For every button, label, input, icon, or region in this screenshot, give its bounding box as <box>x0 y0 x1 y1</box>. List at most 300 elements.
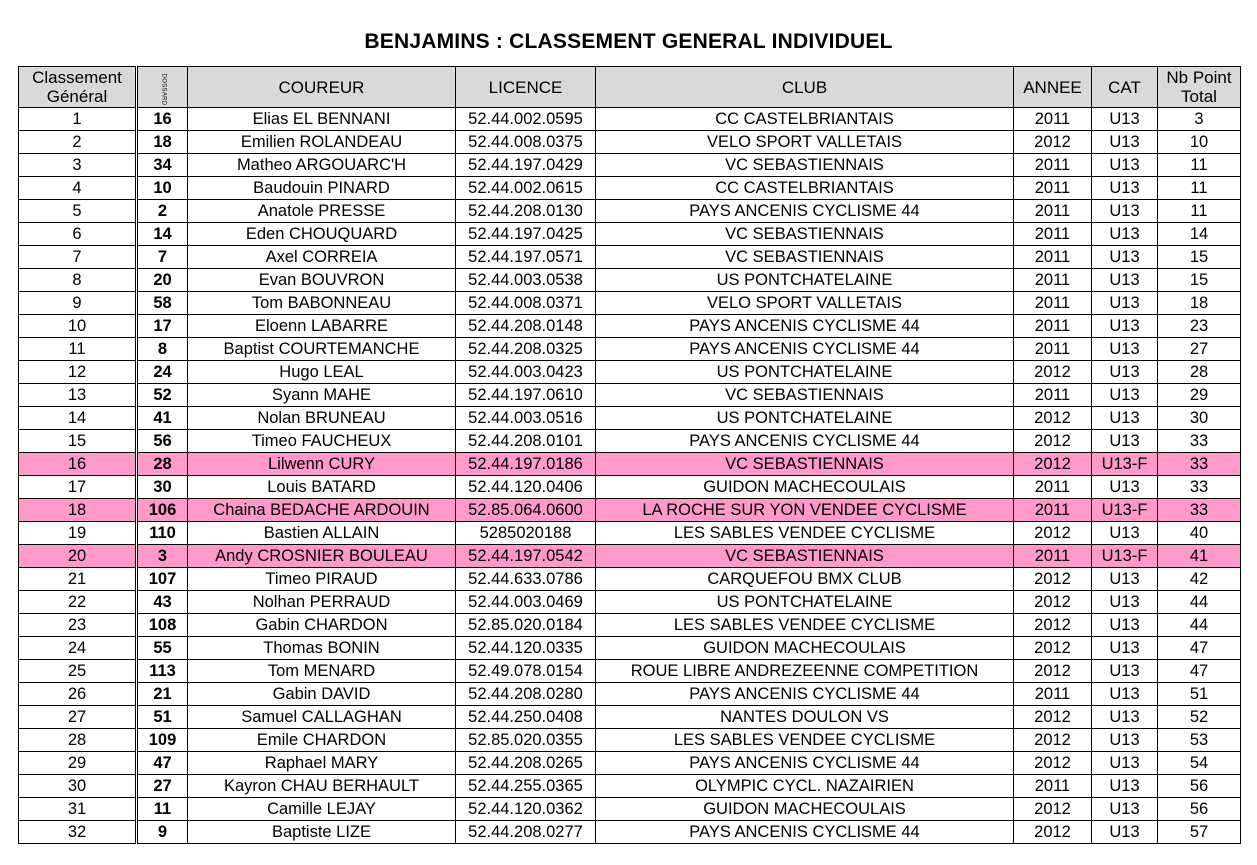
table-row <box>19 568 1241 591</box>
cell-dossard: 24 <box>137 361 188 384</box>
cell-points: 23 <box>1158 315 1241 338</box>
cell-coureur: Emilien ROLANDEAU <box>188 131 456 154</box>
cell-dossard: 16 <box>137 108 188 131</box>
cell-dossard: 28 <box>137 453 188 476</box>
cell-points: 33 <box>1158 476 1241 499</box>
cell-annee: 2011 <box>1014 177 1092 200</box>
cell-licence: 52.44.003.0516 <box>456 407 596 430</box>
cell-cat: U13 <box>1092 246 1158 269</box>
cell-cat: U13-F <box>1092 499 1158 522</box>
cell-club: GUIDON MACHECOULAIS <box>596 798 1014 821</box>
cell-coureur: Chaina BEDACHE ARDOUIN <box>188 499 456 522</box>
cell-dossard: 27 <box>137 775 188 798</box>
cell-annee: 2011 <box>1014 683 1092 706</box>
cell-points: 15 <box>1158 246 1241 269</box>
cell-rank: 9 <box>19 292 137 315</box>
cell-licence: 52.44.208.0280 <box>456 683 596 706</box>
cell-cat: U13 <box>1092 200 1158 223</box>
table-row <box>19 522 1241 545</box>
cell-points: 56 <box>1158 775 1241 798</box>
cell-cat: U13 <box>1092 729 1158 752</box>
results-table <box>18 66 1241 844</box>
cell-annee: 2012 <box>1014 430 1092 453</box>
cell-club: PAYS ANCENIS CYCLISME 44 <box>596 430 1014 453</box>
cell-dossard: 20 <box>137 269 188 292</box>
cell-club: GUIDON MACHECOULAIS <box>596 476 1014 499</box>
table-row <box>19 683 1241 706</box>
cell-coureur: Camille LEJAY <box>188 798 456 821</box>
cell-cat: U13 <box>1092 315 1158 338</box>
cell-licence: 52.44.197.0610 <box>456 384 596 407</box>
cell-annee: 2011 <box>1014 338 1092 361</box>
table-row <box>19 706 1241 729</box>
cell-rank: 10 <box>19 315 137 338</box>
cell-dossard: 3 <box>137 545 188 568</box>
cell-annee: 2012 <box>1014 407 1092 430</box>
cell-dossard: 106 <box>137 499 188 522</box>
cell-points: 33 <box>1158 499 1241 522</box>
cell-licence: 52.44.197.0186 <box>456 453 596 476</box>
results-body <box>19 108 1241 844</box>
header-points-line2: Total <box>1181 87 1217 106</box>
cell-dossard: 17 <box>137 315 188 338</box>
table-row <box>19 752 1241 775</box>
cell-club: PAYS ANCENIS CYCLISME 44 <box>596 200 1014 223</box>
cell-points: 41 <box>1158 545 1241 568</box>
cell-points: 18 <box>1158 292 1241 315</box>
cell-rank: 23 <box>19 614 137 637</box>
cell-dossard: 2 <box>137 200 188 223</box>
cell-points: 33 <box>1158 453 1241 476</box>
table-row <box>19 637 1241 660</box>
cell-annee: 2012 <box>1014 752 1092 775</box>
cell-rank: 22 <box>19 591 137 614</box>
cell-club: VC SEBASTIENNAIS <box>596 223 1014 246</box>
cell-cat: U13 <box>1092 154 1158 177</box>
cell-rank: 19 <box>19 522 137 545</box>
cell-rank: 11 <box>19 338 137 361</box>
cell-cat: U13 <box>1092 522 1158 545</box>
cell-points: 30 <box>1158 407 1241 430</box>
cell-coureur: Louis BATARD <box>188 476 456 499</box>
table-row <box>19 154 1241 177</box>
cell-coureur: Lilwenn CURY <box>188 453 456 476</box>
cell-licence: 52.44.197.0425 <box>456 223 596 246</box>
cell-licence: 52.49.078.0154 <box>456 660 596 683</box>
cell-dossard: 11 <box>137 798 188 821</box>
cell-coureur: Eloenn LABARRE <box>188 315 456 338</box>
cell-rank: 20 <box>19 545 137 568</box>
table-row <box>19 775 1241 798</box>
cell-club: LA ROCHE SUR YON VENDEE CYCLISME <box>596 499 1014 522</box>
cell-annee: 2012 <box>1014 660 1092 683</box>
cell-cat: U13 <box>1092 292 1158 315</box>
cell-cat: U13 <box>1092 177 1158 200</box>
cell-club: VC SEBASTIENNAIS <box>596 545 1014 568</box>
cell-licence: 52.44.208.0265 <box>456 752 596 775</box>
cell-cat: U13 <box>1092 775 1158 798</box>
cell-points: 52 <box>1158 706 1241 729</box>
cell-licence: 52.85.020.0184 <box>456 614 596 637</box>
cell-club: LES SABLES VENDEE CYCLISME <box>596 522 1014 545</box>
cell-club: US PONTCHATELAINE <box>596 407 1014 430</box>
cell-dossard: 110 <box>137 522 188 545</box>
cell-points: 14 <box>1158 223 1241 246</box>
cell-rank: 27 <box>19 706 137 729</box>
cell-club: PAYS ANCENIS CYCLISME 44 <box>596 315 1014 338</box>
cell-club: GUIDON MACHECOULAIS <box>596 637 1014 660</box>
cell-coureur: Andy CROSNIER BOULEAU <box>188 545 456 568</box>
cell-annee: 2011 <box>1014 108 1092 131</box>
cell-licence: 52.44.197.0571 <box>456 246 596 269</box>
cell-club: VELO SPORT VALLETAIS <box>596 131 1014 154</box>
cell-rank: 17 <box>19 476 137 499</box>
header-rank-line1: Classement <box>32 68 122 87</box>
header-rank-line2: Général <box>46 87 108 106</box>
table-row <box>19 315 1241 338</box>
cell-coureur: Bastien ALLAIN <box>188 522 456 545</box>
cell-club: VC SEBASTIENNAIS <box>596 154 1014 177</box>
cell-licence: 52.44.208.0277 <box>456 821 596 844</box>
cell-rank: 6 <box>19 223 137 246</box>
cell-licence: 52.44.197.0429 <box>456 154 596 177</box>
cell-cat: U13 <box>1092 384 1158 407</box>
cell-dossard: 43 <box>137 591 188 614</box>
cell-rank: 4 <box>19 177 137 200</box>
cell-dossard: 7 <box>137 246 188 269</box>
cell-licence: 52.44.208.0325 <box>456 338 596 361</box>
cell-coureur: Anatole PRESSE <box>188 200 456 223</box>
cell-dossard: 108 <box>137 614 188 637</box>
cell-annee: 2012 <box>1014 131 1092 154</box>
cell-coureur: Nolan BRUNEAU <box>188 407 456 430</box>
cell-points: 10 <box>1158 131 1241 154</box>
cell-annee: 2012 <box>1014 568 1092 591</box>
cell-coureur: Kayron CHAU BERHAULT <box>188 775 456 798</box>
table-row <box>19 407 1241 430</box>
table-row <box>19 246 1241 269</box>
cell-club: CARQUEFOU BMX CLUB <box>596 568 1014 591</box>
cell-points: 15 <box>1158 269 1241 292</box>
cell-licence: 52.85.020.0355 <box>456 729 596 752</box>
cell-licence: 52.44.250.0408 <box>456 706 596 729</box>
cell-rank: 13 <box>19 384 137 407</box>
cell-annee: 2011 <box>1014 246 1092 269</box>
cell-cat: U13 <box>1092 706 1158 729</box>
cell-cat: U13 <box>1092 591 1158 614</box>
cell-points: 40 <box>1158 522 1241 545</box>
header-dossard <box>137 67 188 108</box>
table-row <box>19 108 1241 131</box>
cell-cat: U13 <box>1092 108 1158 131</box>
cell-annee: 2011 <box>1014 154 1092 177</box>
cell-dossard: 30 <box>137 476 188 499</box>
cell-coureur: Tom MENARD <box>188 660 456 683</box>
cell-rank: 31 <box>19 798 137 821</box>
cell-coureur: Evan BOUVRON <box>188 269 456 292</box>
header-annee: ANNEE <box>1014 67 1092 108</box>
table-row <box>19 430 1241 453</box>
cell-cat: U13 <box>1092 131 1158 154</box>
cell-annee: 2011 <box>1014 775 1092 798</box>
cell-coureur: Timeo PIRAUD <box>188 568 456 591</box>
cell-club: PAYS ANCENIS CYCLISME 44 <box>596 683 1014 706</box>
header-points-line1: Nb Point <box>1166 68 1232 87</box>
cell-annee: 2011 <box>1014 499 1092 522</box>
cell-rank: 14 <box>19 407 137 430</box>
cell-coureur: Tom BABONNEAU <box>188 292 456 315</box>
table-row <box>19 591 1241 614</box>
cell-club: PAYS ANCENIS CYCLISME 44 <box>596 821 1014 844</box>
header-row <box>19 67 1241 108</box>
cell-licence: 52.44.003.0538 <box>456 269 596 292</box>
cell-licence: 5285020188 <box>456 522 596 545</box>
header-cat: CAT <box>1092 67 1158 108</box>
cell-rank: 18 <box>19 499 137 522</box>
table-row <box>19 384 1241 407</box>
cell-annee: 2012 <box>1014 798 1092 821</box>
header-points <box>1158 67 1241 108</box>
cell-cat: U13 <box>1092 223 1158 246</box>
cell-cat: U13 <box>1092 752 1158 775</box>
cell-coureur: Nolhan PERRAUD <box>188 591 456 614</box>
cell-points: 42 <box>1158 568 1241 591</box>
cell-annee: 2012 <box>1014 361 1092 384</box>
cell-coureur: Hugo LEAL <box>188 361 456 384</box>
cell-licence: 52.44.002.0615 <box>456 177 596 200</box>
cell-dossard: 51 <box>137 706 188 729</box>
cell-dossard: 8 <box>137 338 188 361</box>
cell-points: 27 <box>1158 338 1241 361</box>
cell-coureur: Samuel CALLAGHAN <box>188 706 456 729</box>
cell-coureur: Baptiste LIZE <box>188 821 456 844</box>
cell-dossard: 55 <box>137 637 188 660</box>
table-row <box>19 729 1241 752</box>
cell-annee: 2012 <box>1014 729 1092 752</box>
table-row <box>19 338 1241 361</box>
cell-coureur: Thomas BONIN <box>188 637 456 660</box>
cell-rank: 28 <box>19 729 137 752</box>
cell-club: VC SEBASTIENNAIS <box>596 384 1014 407</box>
cell-cat: U13 <box>1092 476 1158 499</box>
cell-coureur: Gabin CHARDON <box>188 614 456 637</box>
cell-points: 51 <box>1158 683 1241 706</box>
cell-points: 3 <box>1158 108 1241 131</box>
cell-club: US PONTCHATELAINE <box>596 361 1014 384</box>
table-row <box>19 223 1241 246</box>
cell-coureur: Baudouin PINARD <box>188 177 456 200</box>
header-rank <box>19 67 137 108</box>
cell-dossard: 9 <box>137 821 188 844</box>
cell-coureur: Baptist COURTEMANCHE <box>188 338 456 361</box>
cell-cat: U13-F <box>1092 545 1158 568</box>
cell-licence: 52.44.255.0365 <box>456 775 596 798</box>
cell-cat: U13-F <box>1092 453 1158 476</box>
cell-rank: 2 <box>19 131 137 154</box>
cell-annee: 2011 <box>1014 476 1092 499</box>
cell-coureur: Matheo ARGOUARC'H <box>188 154 456 177</box>
cell-points: 44 <box>1158 614 1241 637</box>
cell-coureur: Raphael MARY <box>188 752 456 775</box>
cell-points: 56 <box>1158 798 1241 821</box>
cell-annee: 2012 <box>1014 706 1092 729</box>
cell-club: CC CASTELBRIANTAIS <box>596 108 1014 131</box>
cell-points: 11 <box>1158 177 1241 200</box>
cell-dossard: 18 <box>137 131 188 154</box>
cell-licence: 52.44.120.0362 <box>456 798 596 821</box>
cell-annee: 2012 <box>1014 522 1092 545</box>
cell-cat: U13 <box>1092 269 1158 292</box>
table-row <box>19 821 1241 844</box>
table-row <box>19 476 1241 499</box>
cell-dossard: 58 <box>137 292 188 315</box>
cell-points: 11 <box>1158 154 1241 177</box>
cell-points: 47 <box>1158 637 1241 660</box>
cell-rank: 8 <box>19 269 137 292</box>
cell-dossard: 41 <box>137 407 188 430</box>
cell-coureur: Elias EL BENNANI <box>188 108 456 131</box>
cell-annee: 2011 <box>1014 292 1092 315</box>
cell-rank: 5 <box>19 200 137 223</box>
cell-dossard: 21 <box>137 683 188 706</box>
cell-annee: 2012 <box>1014 821 1092 844</box>
cell-licence: 52.44.002.0595 <box>456 108 596 131</box>
cell-licence: 52.44.120.0335 <box>456 637 596 660</box>
table-row <box>19 660 1241 683</box>
cell-rank: 21 <box>19 568 137 591</box>
cell-rank: 12 <box>19 361 137 384</box>
cell-coureur: Syann MAHE <box>188 384 456 407</box>
table-row <box>19 131 1241 154</box>
cell-cat: U13 <box>1092 614 1158 637</box>
cell-cat: U13 <box>1092 798 1158 821</box>
table-row <box>19 292 1241 315</box>
cell-dossard: 113 <box>137 660 188 683</box>
cell-club: LES SABLES VENDEE CYCLISME <box>596 614 1014 637</box>
table-row <box>19 453 1241 476</box>
cell-annee: 2012 <box>1014 637 1092 660</box>
header-coureur: COUREUR <box>188 67 456 108</box>
cell-licence: 52.44.008.0371 <box>456 292 596 315</box>
cell-annee: 2011 <box>1014 200 1092 223</box>
cell-club: CC CASTELBRIANTAIS <box>596 177 1014 200</box>
cell-coureur: Eden CHOUQUARD <box>188 223 456 246</box>
cell-coureur: Gabin DAVID <box>188 683 456 706</box>
cell-annee: 2011 <box>1014 223 1092 246</box>
cell-points: 54 <box>1158 752 1241 775</box>
cell-club: VC SEBASTIENNAIS <box>596 246 1014 269</box>
cell-cat: U13 <box>1092 407 1158 430</box>
cell-dossard: 14 <box>137 223 188 246</box>
cell-club: US PONTCHATELAINE <box>596 591 1014 614</box>
cell-club: ROUE LIBRE ANDREZEENNE COMPETITION <box>596 660 1014 683</box>
cell-rank: 1 <box>19 108 137 131</box>
cell-cat: U13 <box>1092 660 1158 683</box>
cell-club: LES SABLES VENDEE CYCLISME <box>596 729 1014 752</box>
cell-club: NANTES DOULON VS <box>596 706 1014 729</box>
cell-club: VC SEBASTIENNAIS <box>596 453 1014 476</box>
cell-dossard: 109 <box>137 729 188 752</box>
table-row <box>19 614 1241 637</box>
cell-licence: 52.85.064.0600 <box>456 499 596 522</box>
cell-cat: U13 <box>1092 568 1158 591</box>
cell-club: US PONTCHATELAINE <box>596 269 1014 292</box>
cell-points: 57 <box>1158 821 1241 844</box>
cell-licence: 52.44.120.0406 <box>456 476 596 499</box>
cell-dossard: 10 <box>137 177 188 200</box>
cell-points: 47 <box>1158 660 1241 683</box>
table-row <box>19 269 1241 292</box>
header-club: CLUB <box>596 67 1014 108</box>
table-row <box>19 200 1241 223</box>
table-row <box>19 545 1241 568</box>
cell-rank: 25 <box>19 660 137 683</box>
cell-coureur: Axel CORREIA <box>188 246 456 269</box>
header-dossard-label: DOSSARD <box>160 73 166 106</box>
cell-cat: U13 <box>1092 637 1158 660</box>
table-row <box>19 361 1241 384</box>
cell-rank: 15 <box>19 430 137 453</box>
cell-points: 11 <box>1158 200 1241 223</box>
cell-coureur: Timeo FAUCHEUX <box>188 430 456 453</box>
cell-points: 29 <box>1158 384 1241 407</box>
cell-licence: 52.44.003.0423 <box>456 361 596 384</box>
cell-club: VELO SPORT VALLETAIS <box>596 292 1014 315</box>
table-row <box>19 177 1241 200</box>
cell-club: PAYS ANCENIS CYCLISME 44 <box>596 752 1014 775</box>
cell-club: OLYMPIC CYCL. NAZAIRIEN <box>596 775 1014 798</box>
cell-dossard: 56 <box>137 430 188 453</box>
cell-points: 28 <box>1158 361 1241 384</box>
page-title: BENJAMINS : CLASSEMENT GENERAL INDIVIDUEL <box>364 30 893 53</box>
table-row <box>19 499 1241 522</box>
cell-annee: 2012 <box>1014 453 1092 476</box>
cell-rank: 29 <box>19 752 137 775</box>
cell-rank: 7 <box>19 246 137 269</box>
cell-rank: 24 <box>19 637 137 660</box>
cell-points: 53 <box>1158 729 1241 752</box>
cell-points: 33 <box>1158 430 1241 453</box>
cell-dossard: 34 <box>137 154 188 177</box>
cell-cat: U13 <box>1092 683 1158 706</box>
cell-dossard: 47 <box>137 752 188 775</box>
cell-cat: U13 <box>1092 361 1158 384</box>
cell-licence: 52.44.197.0542 <box>456 545 596 568</box>
cell-cat: U13 <box>1092 430 1158 453</box>
cell-annee: 2011 <box>1014 545 1092 568</box>
cell-rank: 16 <box>19 453 137 476</box>
cell-licence: 52.44.003.0469 <box>456 591 596 614</box>
cell-points: 44 <box>1158 591 1241 614</box>
cell-dossard: 52 <box>137 384 188 407</box>
cell-licence: 52.44.208.0148 <box>456 315 596 338</box>
cell-club: PAYS ANCENIS CYCLISME 44 <box>596 338 1014 361</box>
cell-rank: 30 <box>19 775 137 798</box>
cell-coureur: Emile CHARDON <box>188 729 456 752</box>
cell-annee: 2012 <box>1014 591 1092 614</box>
cell-cat: U13 <box>1092 338 1158 361</box>
header-licence: LICENCE <box>456 67 596 108</box>
cell-annee: 2011 <box>1014 384 1092 407</box>
cell-licence: 52.44.008.0375 <box>456 131 596 154</box>
table-row <box>19 798 1241 821</box>
cell-licence: 52.44.208.0130 <box>456 200 596 223</box>
cell-annee: 2012 <box>1014 614 1092 637</box>
cell-cat: U13 <box>1092 821 1158 844</box>
cell-annee: 2011 <box>1014 315 1092 338</box>
cell-rank: 3 <box>19 154 137 177</box>
cell-annee: 2011 <box>1014 269 1092 292</box>
